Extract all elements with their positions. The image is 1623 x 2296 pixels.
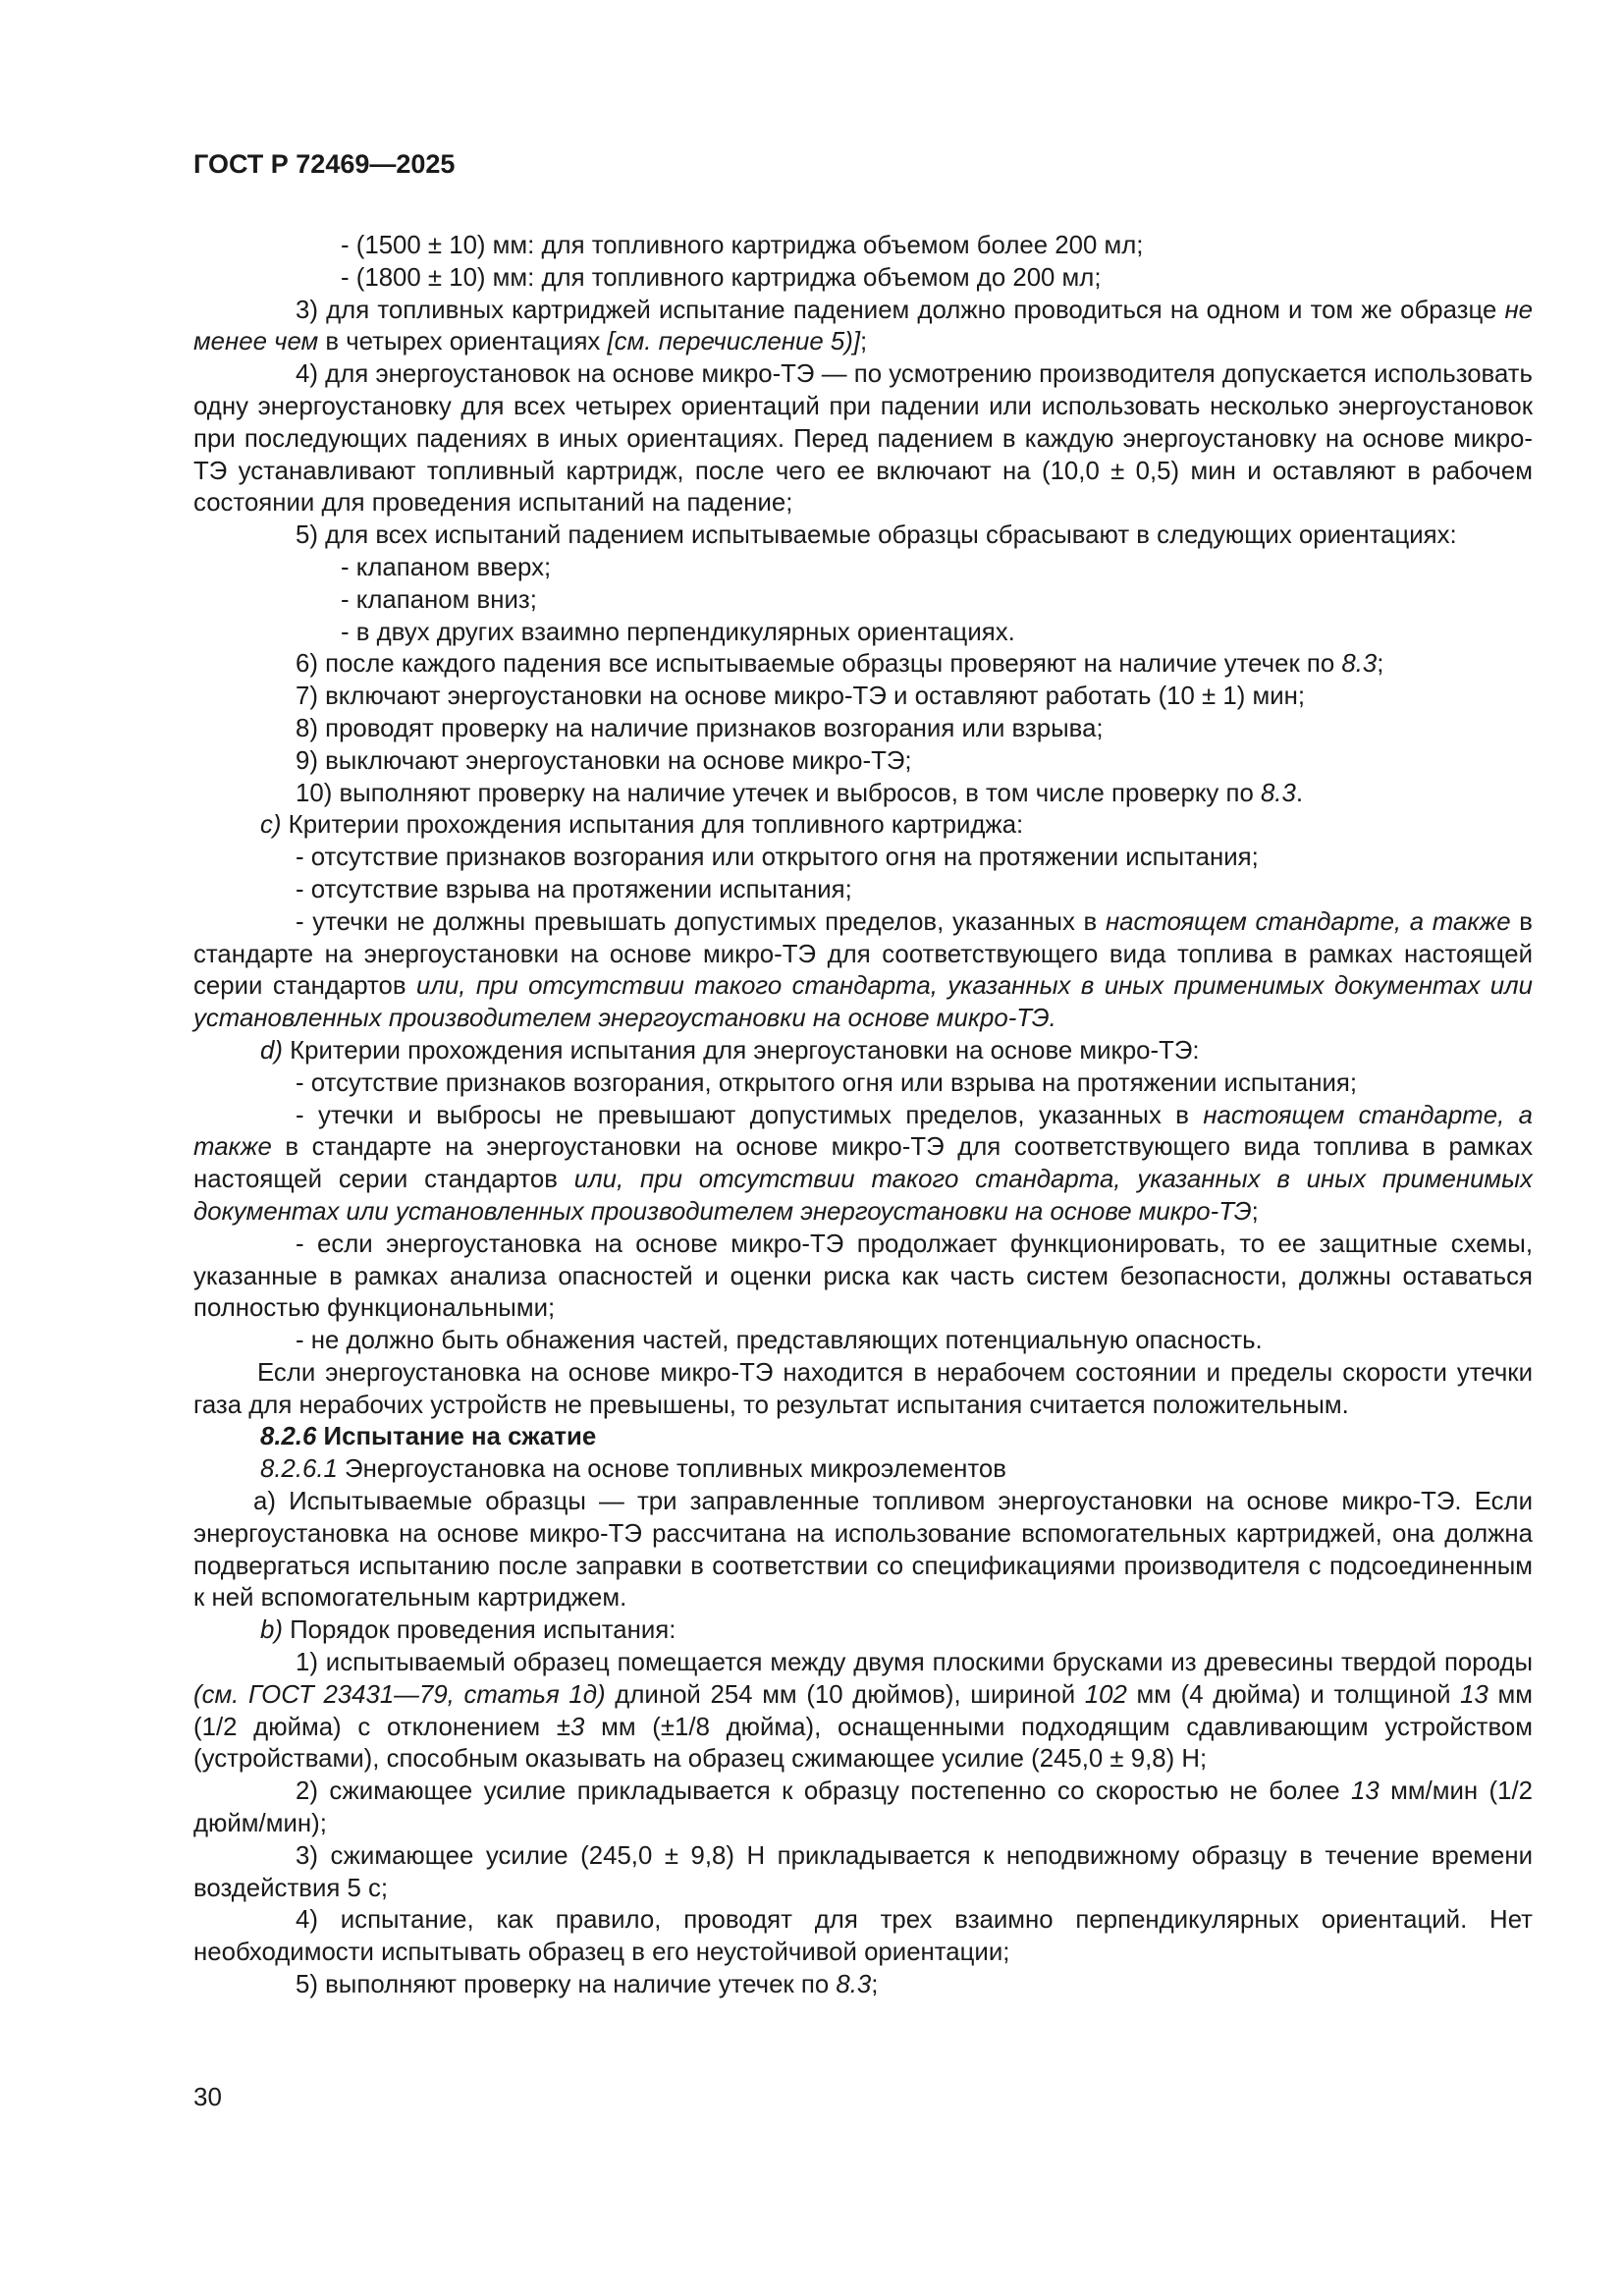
list-item: - в двух других взаимно перпендикулярных ориентациях. <box>341 618 1015 646</box>
list-item: - отсутствие признаков возгорания или открытого огня на протяжении испытания; <box>296 844 1259 872</box>
paragraph: 3) сжимающее усилие (245,0 ± 9,8) Н прикладывается к неподвижному образцу в течение времени воздействия 5 с; <box>193 1841 1533 1902</box>
paragraph: 1) испытываемый образец помещается между двумя плоскими брусками из древесины твердой породы (см. ГОСТ 23431—79, статья 1д) длиной 254 мм (10 дюймов), шириной 102 мм (4 дюйма) и толщиной 13 мм (1/2 дюйма) с отклонением ±3 мм (±1/8 дюйма), оснащенными подходящим сдавливающим устройством (устройствами), способным оказывать на образец сжимающее усилие (245,0 ± 9,8) Н; <box>193 1649 1533 1774</box>
paragraph: 2) сжимающее усилие прикладывается к образцу постепенно со скоростью не более 13 мм/мин (1/2 дюйм/мин); <box>193 1777 1533 1838</box>
list-item: 9) выключают энергоустановки на основе микро-ТЭ; <box>296 746 912 775</box>
paragraph: - если энергоустановка на основе микро-ТЭ продолжает функционировать, то ее защитные схемы, указанные в рамках анализа опасностей и оценки риска как часть систем безопасности, должны оставаться полностью функциональными; <box>193 1230 1533 1323</box>
paragraph: - утечки не должны превышать допустимых пределов, указанных в настоящем стандарте, а также в стандарте на энергоустановки на основе микро-ТЭ для соответствующего вида топлива в рамках настоящей серии стандартов или, при отсутствии такого стандарта, указанных в иных применимых документах или установленных производителем энергоустановки на основе микро-ТЭ. <box>193 907 1534 1033</box>
paragraph: c) Критерии прохождения испытания для топливного картриджа: <box>260 811 1024 840</box>
section-heading: 8.2.6 Испытание на сжатие <box>260 1423 597 1451</box>
list-item: - не должно быть обнажения частей, представляющих потенциальную опасность. <box>296 1327 1263 1355</box>
list-item: - (1800 ± 10) мм: для топливного картриджа объемом до 200 мл; <box>341 263 1102 292</box>
paragraph: 3) для топливных картриджей испытание падением должно проводиться на одном и том же образце не менее чем в четырех ориентациях [см. перечисление 5)]; <box>193 296 1533 356</box>
paragraph: - утечки и выбросы не превышают допустимых пределов, указанных в настоящем стандарте, а также в стандарте на энергоустановки на основе микро-ТЭ для соответствующего вида топлива в рамках настоящей серии стандартов или, при отсутствии такого стандарта, указанных в иных применимых документах или установленных производителем энергоустановки на основе микро-ТЭ; <box>193 1101 1533 1226</box>
paragraph: Если энергоустановка на основе микро-ТЭ находится в нерабочем состоянии и пределы скорости утечки газа для нерабочих устройств не превышены, то результат испытания считается положительным. <box>193 1358 1533 1419</box>
list-item: - отсутствие взрыва на протяжении испытания; <box>296 875 852 903</box>
list-item: - клапаном вниз; <box>341 585 537 614</box>
paragraph: d) Критерии прохождения испытания для энергоустановки на основе микро-ТЭ: <box>260 1036 1200 1065</box>
paragraph: b) Порядок проведения испытания: <box>260 1616 676 1645</box>
document-page <box>193 147 1533 2001</box>
list-item: 7) включают энергоустановки на основе микро-ТЭ и оставляют работать (10 ± 1) мин; <box>296 683 1306 711</box>
paragraph: а) Испытываемые образцы — три заправленные топливом энергоустановки на основе микро-ТЭ. Если энергоустановка на основе микро-ТЭ рассчитана на использование вспомогательных картриджей, она должна подвергаться испытанию после заправки в соответствии со спецификациями производителя с подсоединенным к ней вспомогательным картриджем. <box>193 1488 1533 1613</box>
list-item: 8) проводят проверку на наличие признаков возгорания или взрыва; <box>296 714 1104 742</box>
paragraph: 4) для энергоустановок на основе микро-ТЭ — по усмотрению производителя допускается использовать одну энергоустановку для всех четырех ориентаций при падении или использовать несколько энергоустановок при последующих падениях в иных ориентациях. Перед падением в каждую энергоустановку на основе микро-ТЭ устанавливают топливный картридж, после чего ее включают на (10,0 ± 0,5) мин и оставляют в рабочем состоянии для проведения испытаний на падение; <box>193 360 1533 518</box>
paragraph: 5) для всех испытаний падением испытываемые образцы сбрасывают в следующих ориентациях: <box>296 521 1457 550</box>
list-item: - клапаном вверх; <box>341 553 552 581</box>
list-item: 6) после каждого падения все испытываемые образцы проверяют на наличие утечек по 8.3; <box>296 650 1384 679</box>
paragraph: 5) выполняют проверку на наличие утечек по 8.3; <box>296 1971 879 1999</box>
list-item: - (1500 ± 10) мм: для топливного картриджа объемом более 200 мл; <box>341 232 1144 259</box>
list-item: - отсутствие признаков возгорания, открытого огня или взрыва на протяжении испытания; <box>296 1068 1358 1097</box>
paragraph: 4) испытание, как правило, проводят для трех взаимно перпендикулярных ориентаций. Нет необходимости испытывать образец в его неустойчивой ориентации; <box>193 1906 1533 1967</box>
page-number: 30 <box>193 2082 222 2111</box>
subsection-heading: 8.2.6.1 Энергоустановка на основе топливных микроэлементов <box>260 1455 1006 1484</box>
document-header: ГОСТ Р 72469—2025 <box>193 149 456 179</box>
list-item: 10) выполняют проверку на наличие утечек и выбросов, в том числе проверку по 8.3. <box>296 779 1303 807</box>
